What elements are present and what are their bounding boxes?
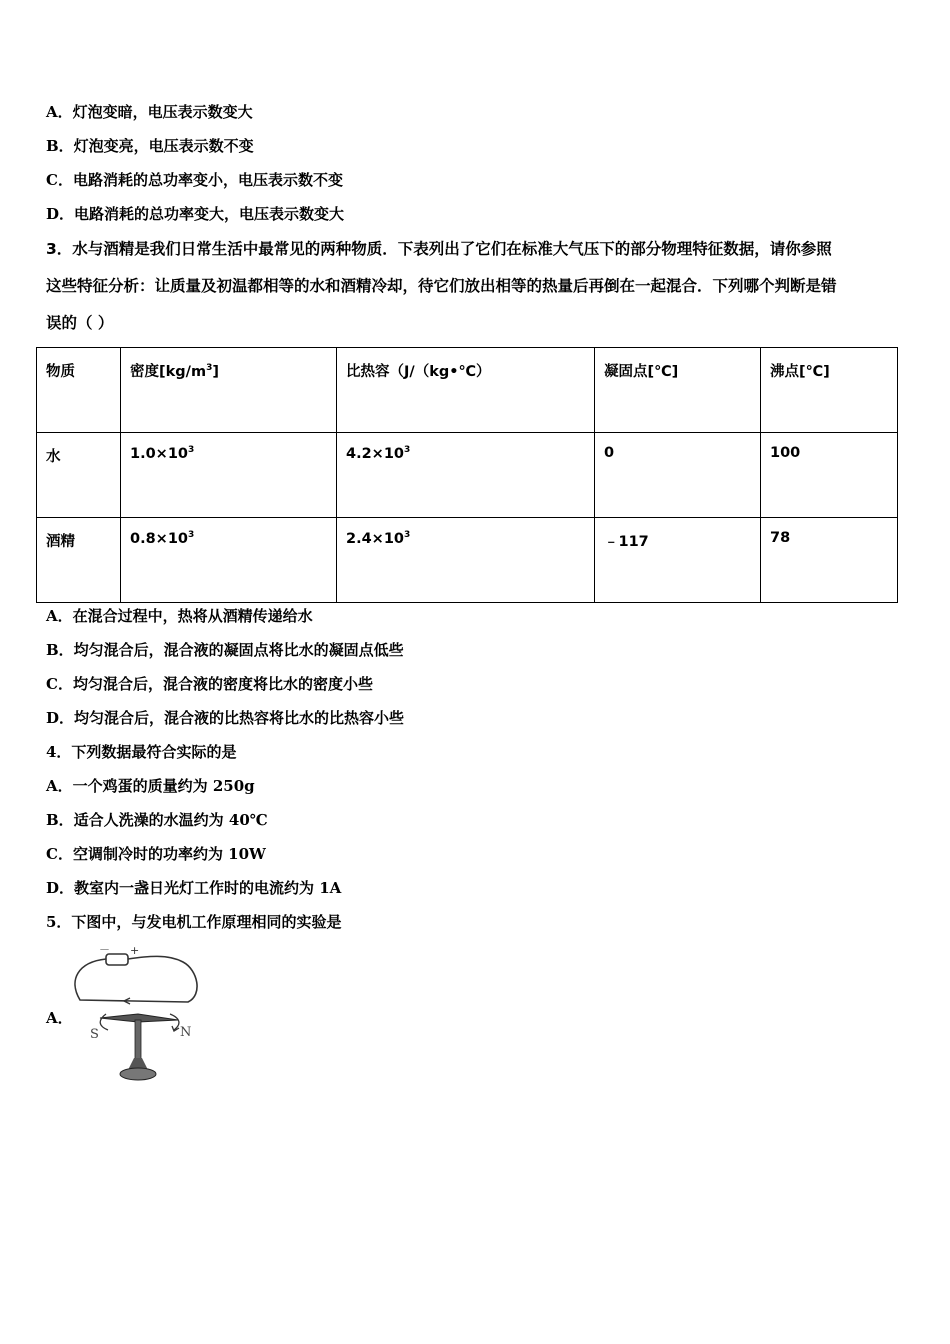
table-row	[37, 518, 898, 603]
oersted-experiment-figure	[68, 940, 208, 1090]
header-boiling-point: 沸点[℃]	[761, 348, 898, 433]
cell-specific-heat: $2.4\times 10^3$	[337, 518, 595, 603]
cell-specific-heat: $4.2\times 10^3$	[337, 433, 595, 518]
q5-stem: 5．下图中，与发电机工作原理相同的实验是	[46, 913, 342, 931]
cell-substance: 酒精	[37, 518, 121, 603]
header-specific-heat: 比热容（J/（kg•℃）	[337, 348, 595, 433]
cell-density: $0.8\times 10^3$	[121, 518, 337, 603]
cell-boiling-point: 78	[761, 518, 898, 603]
cell-density: $1.0\times 10^3$	[121, 433, 337, 518]
battery-plus-label: +	[130, 944, 140, 957]
cell-freezing-point: ﹣117	[595, 518, 761, 603]
q5-option-a-label: A．	[46, 1009, 73, 1027]
header-substance: 物质	[37, 348, 121, 433]
q3-option-a: A．在混合过程中，热将从酒精传递给水	[46, 607, 313, 625]
rotation-arrow-left-icon	[100, 1014, 108, 1030]
properties-table	[36, 347, 898, 603]
q4-option-c: C．空调制冷时的功率约为 10W	[46, 845, 266, 863]
header-freezing-point: 凝固点[℃]	[595, 348, 761, 433]
cell-boiling-point: 100	[761, 433, 898, 518]
header-density: 密度$[kg/m^3]$	[121, 348, 337, 433]
battery-minus-label: －	[99, 943, 110, 956]
table-header-row	[37, 348, 898, 433]
q4-option-a: A．一个鸡蛋的质量约为 250g	[46, 777, 255, 795]
q4-option-d: D．教室内一盏日光灯工作时的电流约为 1A	[46, 879, 342, 897]
q3-option-c: C．均匀混合后，混合液的密度将比水的密度小些	[46, 675, 373, 693]
stand-base	[120, 1068, 156, 1080]
cell-substance: 水	[37, 433, 121, 518]
q2-option-b: B．灯泡变亮，电压表示数不变	[46, 137, 254, 155]
pole-n-label: N	[180, 1025, 192, 1040]
q4-stem: 4．下列数据最符合实际的是	[46, 743, 237, 761]
q4-option-b: B．适合人洗澡的水温约为 40℃	[46, 811, 268, 829]
q2-option-a: A．灯泡变暗，电压表示数变大	[46, 103, 253, 121]
wire-loop	[75, 956, 197, 1002]
cell-freezing-point: 0	[595, 433, 761, 518]
q3-option-d: D．均匀混合后，混合液的比热容将比水的比热容小些	[46, 709, 405, 727]
table-row	[37, 433, 898, 518]
q2-option-c: C．电路消耗的总功率变小，电压表示数不变	[46, 171, 343, 189]
q3-stem-line3: 误的（ ）	[46, 314, 114, 332]
pole-s-label: S	[90, 1027, 99, 1042]
q3-stem-line2: 这些特征分析：让质量及初温都相等的水和酒精冷却，待它们放出相等的热量后再倒在一起混合．下列哪个判断是错	[46, 277, 837, 295]
q2-option-d: D．电路消耗的总功率变大，电压表示数变大	[46, 205, 345, 223]
rotation-arrow-right-icon	[170, 1014, 179, 1030]
q3-option-b: B．均匀混合后，混合液的凝固点将比水的凝固点低些	[46, 641, 404, 659]
q3-stem-line1: 3．水与酒精是我们日常生活中最常见的两种物质．下表列出了它们在标准大气压下的部分物理特征数据，请你参照	[46, 240, 832, 258]
